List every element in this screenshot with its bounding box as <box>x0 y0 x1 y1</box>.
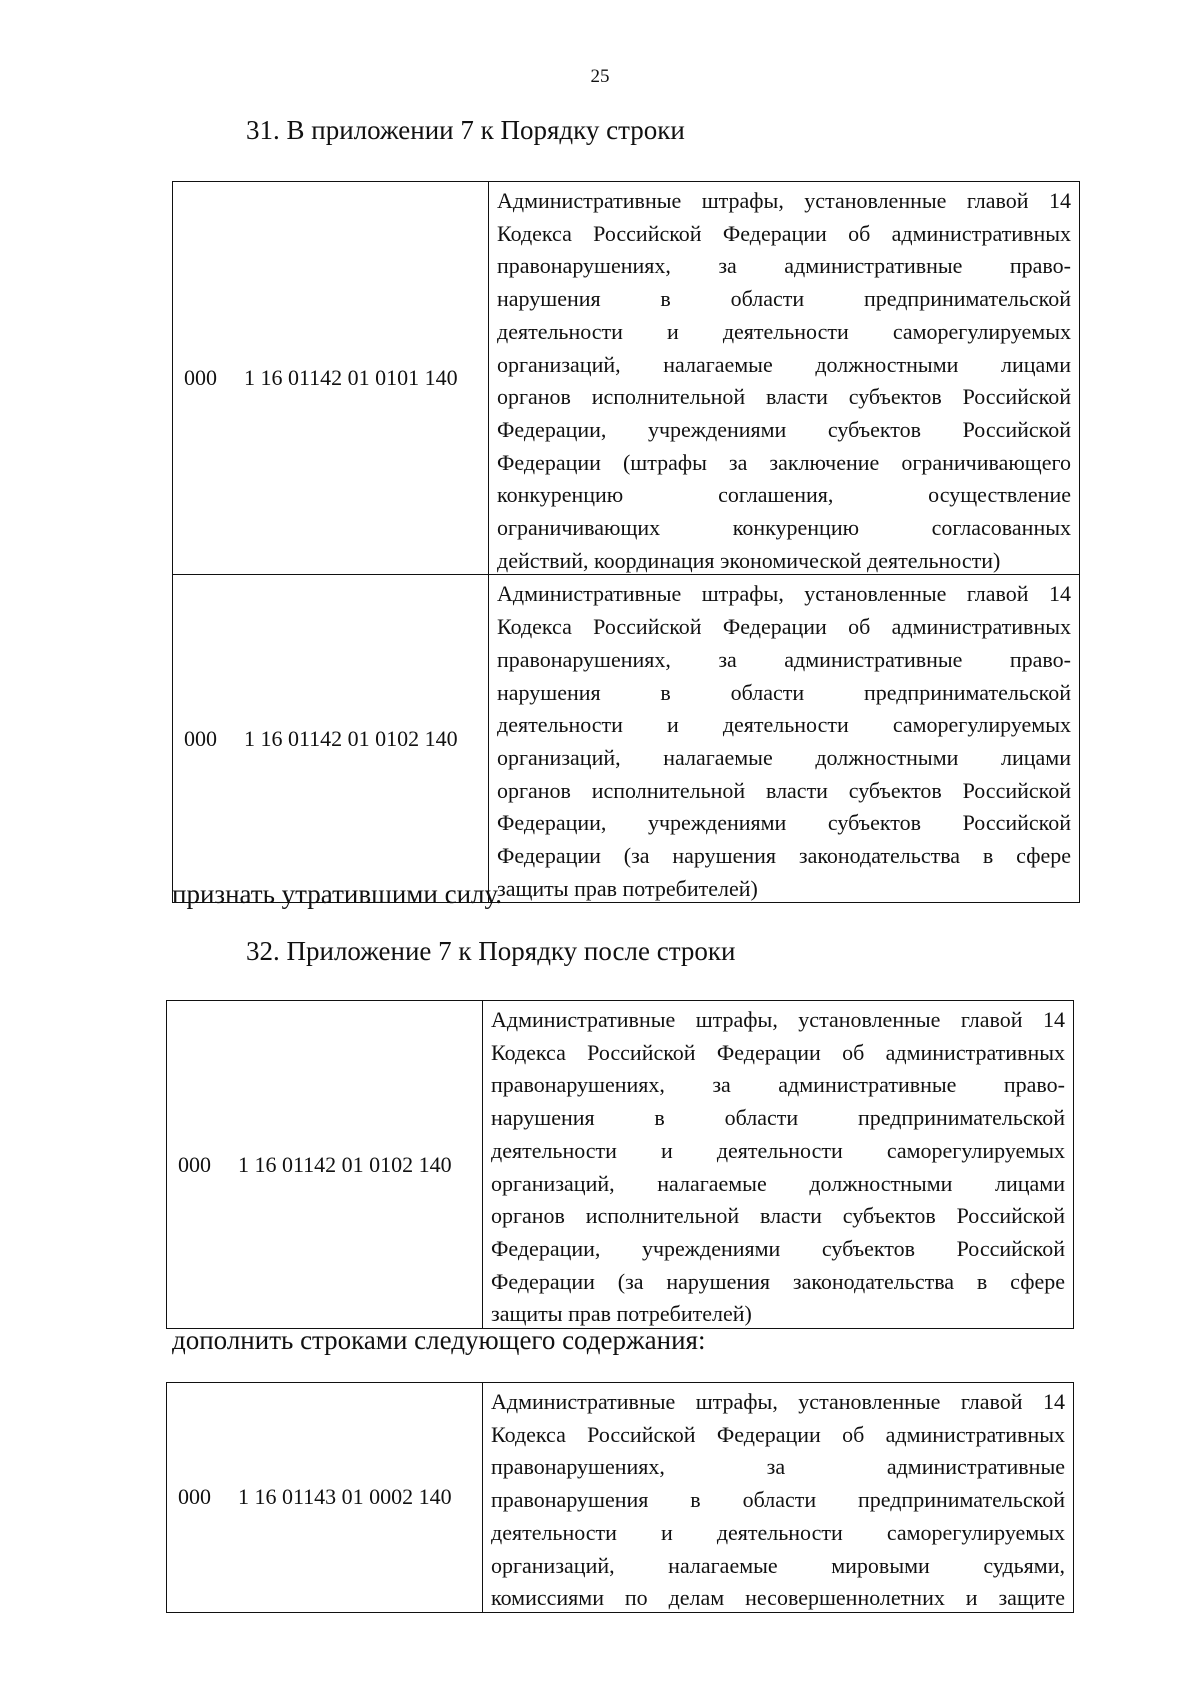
code-prefix: 000 <box>184 365 217 391</box>
table-section-32-new <box>166 1382 1074 1613</box>
description-line: действий, координация экономической деятельности) <box>497 547 1001 573</box>
description-line: нарушения в области предпринимательской <box>497 679 1071 705</box>
description-line: Федерации (за нарушения законодательства в сфере <box>491 1268 1065 1294</box>
section-31-closing: признать утратившими силу. <box>172 879 503 909</box>
description-line: защиты прав потребителей) <box>491 1301 752 1327</box>
section-31-heading: 31. В приложении 7 к Порядку строки <box>246 115 685 145</box>
budget-code: 1 16 01142 01 0101 140 <box>244 365 458 391</box>
table-row <box>167 1383 1074 1613</box>
description-line: правонарушения в области предпринимательской <box>491 1487 1065 1513</box>
budget-code: 1 16 01142 01 0102 140 <box>238 1151 452 1177</box>
code-cell <box>167 1001 483 1329</box>
description-line: конкуренцию соглашения, осуществление <box>497 482 1071 508</box>
description-line: ограничивающих конкуренцию согласованных <box>497 515 1071 541</box>
section-32-closing: дополнить строками следующего содержания: <box>172 1325 706 1355</box>
description-cell <box>483 1383 1074 1613</box>
code-cell <box>173 182 489 575</box>
description-cell <box>483 1001 1074 1329</box>
description-line: деятельности и деятельности саморегулируемых <box>497 712 1071 738</box>
description-line: Федерации, учреждениями субъектов Российской <box>497 810 1071 836</box>
description-line: организаций, налагаемые мировыми судьями, <box>491 1552 1065 1578</box>
description-line: органов исполнительной власти субъектов Российской <box>497 384 1071 410</box>
description-line: органов исполнительной власти субъектов Российской <box>497 777 1071 803</box>
description-line: органов исполнительной власти субъектов Российской <box>491 1203 1065 1229</box>
description-line: Федерации (штрафы за заключение ограничивающего <box>497 449 1071 475</box>
description-line: Федерации (за нарушения законодательства в сфере <box>497 843 1071 869</box>
description-line: Кодекса Российской Федерации об административных <box>491 1039 1065 1065</box>
description-line: правонарушениях, за административные право- <box>497 646 1071 672</box>
description-cell <box>489 182 1080 575</box>
description-line: правонарушениях, за административные право- <box>491 1072 1065 1098</box>
description-line: Федерации, учреждениями субъектов Российской <box>491 1235 1065 1261</box>
description-line: правонарушениях, за административные <box>491 1454 1065 1480</box>
description-line: организаций, налагаемые должностными лицами <box>497 351 1071 377</box>
description-line: Административные штрафы, установленные главой 14 <box>497 581 1071 607</box>
section-32-heading: 32. Приложение 7 к Порядку после строки <box>246 936 736 966</box>
description-line: Административные штрафы, установленные главой 14 <box>491 1007 1065 1032</box>
table-row <box>167 1001 1074 1329</box>
description-line: Кодекса Российской Федерации об административных <box>497 614 1071 640</box>
description-line: организаций, налагаемые должностными лицами <box>491 1170 1065 1196</box>
description-line: Административные штрафы, установленные главой 14 <box>497 188 1071 213</box>
code-prefix: 000 <box>178 1484 211 1510</box>
code-cell <box>167 1383 483 1613</box>
description-line: нарушения в области предпринимательской <box>491 1105 1065 1131</box>
description-line: Федерации, учреждениями субъектов Российской <box>497 416 1071 442</box>
description-cell <box>489 575 1080 903</box>
page-number: 25 <box>590 66 610 87</box>
description-line: Кодекса Российской Федерации об административных <box>497 220 1071 246</box>
description-line: Кодекса Российской Федерации об административных <box>491 1421 1065 1447</box>
description-line: Административные штрафы, установленные главой 14 <box>491 1389 1065 1414</box>
table-section-31 <box>172 181 1080 903</box>
description-line: нарушения в области предпринимательской <box>497 286 1071 312</box>
table-section-32-after <box>166 1000 1074 1329</box>
description-line: комиссиями по делам несовершеннолетних и защите <box>491 1585 1065 1611</box>
description-line: правонарушениях, за административные право- <box>497 253 1071 279</box>
description-line: деятельности и деятельности саморегулируемых <box>491 1519 1065 1545</box>
description-line: защиты прав потребителей) <box>497 875 758 901</box>
code-prefix: 000 <box>184 725 217 751</box>
budget-code: 1 16 01142 01 0102 140 <box>244 725 458 751</box>
description-line: деятельности и деятельности саморегулируемых <box>497 318 1071 344</box>
description-line: организаций, налагаемые должностными лицами <box>497 744 1071 770</box>
table-row <box>173 182 1080 575</box>
code-cell <box>173 575 489 903</box>
description-line: деятельности и деятельности саморегулируемых <box>491 1137 1065 1163</box>
table-row <box>173 575 1080 903</box>
code-prefix: 000 <box>178 1151 211 1177</box>
budget-code: 1 16 01143 01 0002 140 <box>238 1484 452 1510</box>
